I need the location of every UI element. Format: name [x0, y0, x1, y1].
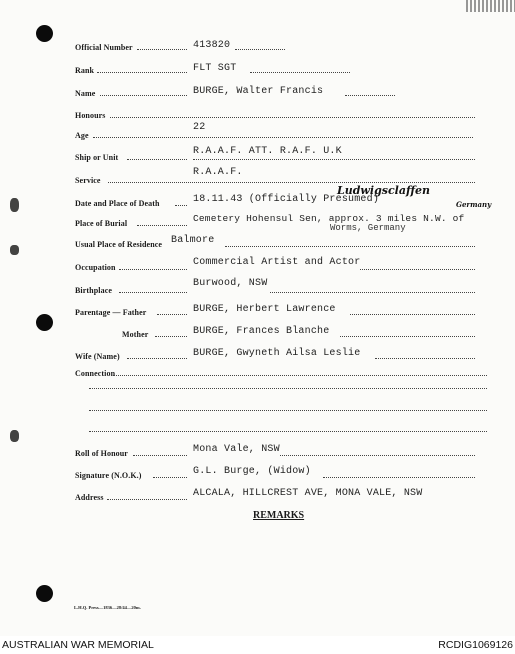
field-value: Cemetery Hohensul Sen, approx. 3 miles N.W. of	[193, 213, 465, 224]
handwritten-note: Germany	[456, 200, 492, 209]
remarks-heading: REMARKS	[253, 510, 305, 521]
field-label: Name	[75, 89, 96, 98]
field-value: Burwood, NSW	[193, 278, 268, 289]
field-label: Usual Place of Residence	[75, 240, 163, 249]
field-label: Age	[75, 131, 89, 140]
field-label: Honours	[75, 111, 106, 120]
field-value: G.L. Burge, (Widow)	[193, 466, 311, 477]
field-label: Ship or Unit	[75, 153, 119, 162]
field-label: Service	[75, 176, 101, 185]
field-value: FLT SGT	[193, 63, 237, 74]
connection-line	[89, 410, 487, 411]
connection-line	[89, 431, 487, 432]
field-value: R.A.A.F. ATT. R.A.F. U.K	[193, 146, 342, 157]
footer-institution: AUSTRALIAN WAR MEMORIAL	[2, 639, 154, 651]
field-label: Place of Burial	[75, 219, 128, 228]
connection-line	[89, 388, 487, 389]
ink-smudge	[10, 430, 19, 442]
punch-hole-top	[36, 25, 53, 42]
field-value: 413820	[193, 40, 231, 51]
field-value: BURGE, Herbert Lawrence	[193, 304, 336, 315]
punch-hole-bottom	[36, 585, 53, 602]
field-value: Balmore	[171, 235, 215, 246]
archive-footer	[0, 638, 515, 654]
field-label: Birthplace	[75, 286, 112, 295]
field-label: Official Number	[75, 43, 133, 52]
field-label: Occupation	[75, 263, 116, 272]
field-value: Mona Vale, NSW	[193, 444, 280, 455]
footer-record-id: RCDIG1069126	[438, 639, 513, 651]
field-label: Address	[75, 493, 104, 502]
field-value: 22	[193, 122, 206, 133]
field-value: R.A.A.F.	[193, 167, 243, 178]
ink-smudge	[10, 245, 19, 255]
handwritten-place: Ludwigsclaffen	[337, 184, 431, 197]
field-label: Wife (Name)	[75, 352, 120, 361]
field-label: Date and Place of Death	[75, 199, 160, 208]
ink-smudge	[10, 198, 19, 212]
field-value: BURGE, Walter Francis	[193, 86, 324, 97]
field-value: Commercial Artist and Actor	[193, 257, 361, 268]
field-value: ALCALA, HILLCREST AVE, MONA VALE, NSW	[193, 488, 423, 499]
printer-line: L.H.Q. Press—1836—28/44—20m.	[74, 605, 141, 610]
field-label: Rank	[75, 66, 95, 75]
field-label: Mother	[122, 330, 149, 339]
field-label: Roll of Honour	[75, 449, 128, 458]
burial-line-2: Worms, Germany	[330, 223, 406, 233]
field-value: 18.11.43 (Officially Presumed)	[193, 194, 380, 205]
field-value: BURGE, Frances Blanche	[193, 326, 330, 337]
scan-edge-mark	[466, 0, 515, 12]
field-label: Signature (N.O.K.)	[75, 471, 142, 480]
field-label: Parentage — Father	[75, 308, 147, 317]
punch-hole-middle	[36, 314, 53, 331]
field-value: BURGE, Gwyneth Ailsa Leslie	[193, 348, 361, 359]
field-label: Connection	[75, 369, 116, 378]
